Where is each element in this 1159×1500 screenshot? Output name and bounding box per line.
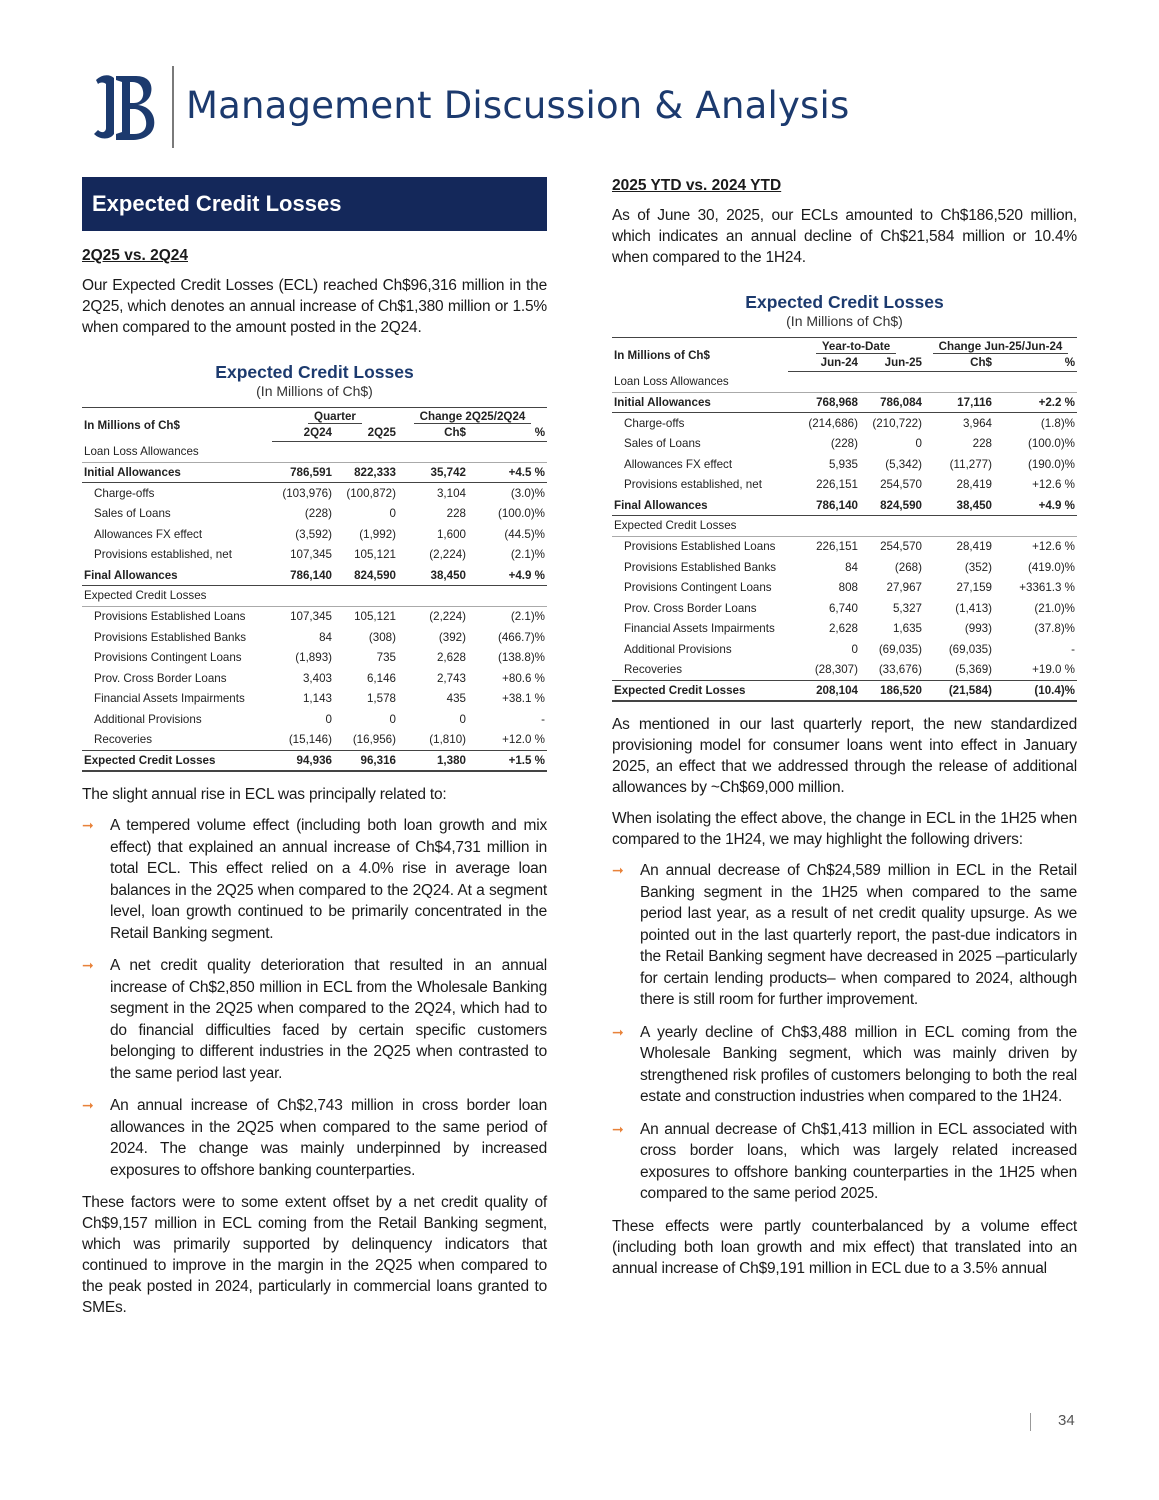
cell-value: 38,450 <box>398 565 468 586</box>
table-title: Expected Credit Losses <box>215 362 414 382</box>
page-title: Management Discussion & Analysis <box>186 84 850 127</box>
column-header: 2Q24 <box>272 425 334 442</box>
column-header: % <box>468 425 547 442</box>
row-label: Prov. Cross Border Loans <box>624 601 757 615</box>
cell-value: 822,333 <box>334 462 398 483</box>
row-label: Initial Allowances <box>82 462 272 483</box>
ecl-ytd-table <box>612 337 1077 702</box>
cell-value: (21,584) <box>924 680 994 701</box>
table-row <box>612 413 1077 434</box>
table-row <box>612 680 1077 701</box>
cell-value: +4.9 % <box>468 565 547 586</box>
table-row <box>82 462 547 483</box>
cell-value: 84 <box>319 630 332 644</box>
list-item: ➞ An annual decrease of Ch$24,589 million in ECL in the Retail Banking segment in the 1H25 when compared to the same period last year, as a result of net credit quality upsurge. As we pointed out in the last quarterly report, the past-due indicators in the Retail Banking segment have decreased in 2025 –particularly for certain lending products– when compared to 2024, although there is still room for further improvement. <box>612 862 1077 1008</box>
list-item: ➞ A net credit quality deterioration that resulted in an annual increase of Ch$2,850 million in ECL from the Wholesale Banking segment in the 2Q25 when compared to the 2Q24, which had to do financial difficulties faced by certain specific customers belonging to different industries in the 2Q25 when contrasted to the same period last year. <box>82 957 547 1082</box>
cell-value <box>398 442 468 463</box>
right-column <box>612 177 1077 1289</box>
cell-value: (268) <box>894 560 922 574</box>
cell-value: 107,345 <box>290 610 332 624</box>
cell-value: (103,976) <box>282 486 332 500</box>
cell-value: 254,570 <box>880 540 922 554</box>
cell-value: 28,419 <box>956 478 992 492</box>
cell-value: (228) <box>304 507 332 521</box>
table-row <box>82 565 547 586</box>
cell-value: (28,307) <box>814 663 858 677</box>
cell-value: +4.5 % <box>468 462 547 483</box>
cell-value <box>272 586 334 607</box>
table-row <box>612 598 1077 619</box>
section-subhead-ytd: 2025 YTD vs. 2024 YTD <box>612 177 782 194</box>
cell-value: (2.1)% <box>510 548 545 562</box>
intro-paragraph-2q: Our Expected Credit Losses (ECL) reached Ch$96,316 million in the 2Q25, which denotes an annual increase of Ch$1,380 million or 1.5% when compared to the amount posted in the 2Q24. <box>82 277 547 336</box>
cell-value: (419.0)% <box>1027 560 1075 574</box>
row-label: Allowances FX effect <box>94 527 203 541</box>
cell-value: 5,935 <box>828 457 858 471</box>
cell-value <box>272 442 334 463</box>
table-section-row <box>82 586 547 607</box>
table-corner-label: In Millions of Ch$ <box>612 338 788 372</box>
cell-value <box>994 372 1077 393</box>
cell-value: (10.4)% <box>994 680 1077 701</box>
table-section-row <box>82 442 547 463</box>
cell-value: (5,369) <box>955 663 992 677</box>
row-label: Charge-offs <box>94 486 155 500</box>
arrow-right-icon: ➞ <box>82 1097 94 1113</box>
table-row <box>82 647 547 668</box>
cell-value: +1.5 % <box>468 750 547 771</box>
cell-value: 27,159 <box>956 581 992 595</box>
table-row <box>612 639 1077 660</box>
cell-value: 186,520 <box>860 680 924 701</box>
intro-paragraph-ytd: As of June 30, 2025, our ECLs amounted to Ch$186,520 million, which indicates an annual decline of Ch$21,584 million or 10.4% when compared to the 1H24. <box>612 207 1077 266</box>
cell-value: 786,140 <box>788 495 860 516</box>
table-row <box>612 454 1077 475</box>
cell-value: (190.0)% <box>1027 457 1075 471</box>
column-header: Ch$ <box>398 425 468 442</box>
cell-value: (3,592) <box>295 527 332 541</box>
column-group-label: Year-to-Date <box>816 340 896 354</box>
table-row <box>612 660 1077 681</box>
arrow-right-icon: ➞ <box>612 1023 624 1040</box>
cell-value: 94,936 <box>272 750 334 771</box>
row-label: Final Allowances <box>612 495 788 516</box>
ecl-quarterly-table <box>82 407 547 772</box>
row-label: Additional Provisions <box>94 713 202 727</box>
row-label: Prov. Cross Border Loans <box>94 671 227 685</box>
cell-value: 786,591 <box>272 462 334 483</box>
cell-value: 1,578 <box>366 692 396 706</box>
cell-value: (2.1)% <box>510 610 545 624</box>
row-label: Financial Assets Impairments <box>94 692 245 706</box>
cell-value: +38.1 % <box>502 692 545 706</box>
row-label: Initial Allowances <box>612 392 788 413</box>
row-label: Loan Loss Allowances <box>612 372 788 393</box>
cell-value: (228) <box>830 437 858 451</box>
table-section-row <box>612 372 1077 393</box>
table-title: Expected Credit Losses <box>745 292 944 312</box>
row-label: Provisions Contingent Loans <box>624 581 772 595</box>
table-row <box>612 577 1077 598</box>
drivers-intro: When isolating the effect above, the change in ECL in the 1H25 when compared to the 1H24, we may highlight the following drivers: <box>612 810 1077 848</box>
cell-value: 226,151 <box>816 478 858 492</box>
cell-value: (69,035) <box>878 643 922 657</box>
cell-value: (993) <box>964 622 992 636</box>
column-group-label: Quarter <box>308 410 362 424</box>
row-label: Provisions Contingent Loans <box>94 651 242 665</box>
cell-value: - <box>1071 643 1075 657</box>
cell-value <box>924 372 994 393</box>
cell-value: 38,450 <box>924 495 994 516</box>
column-group-label: Change Jun-25/Jun-24 <box>933 340 1069 354</box>
table-row <box>82 544 547 565</box>
table-row <box>82 503 547 524</box>
cell-value: 96,316 <box>334 750 398 771</box>
cell-value: (1,893) <box>295 651 332 665</box>
table-corner-label: In Millions of Ch$ <box>82 408 272 442</box>
arrow-right-icon: ➞ <box>612 1120 624 1137</box>
cell-value: (3.0)% <box>510 486 545 500</box>
list-item: ➞ An annual increase of Ch$2,743 million in cross border loan allowances in the 2Q25 when compared to the same period of 2024. The change was mainly underpinned by increased exposures to offshore banking counterparties. <box>82 1097 547 1179</box>
section-banner: Expected Credit Losses <box>82 177 547 231</box>
cell-value: (44.5)% <box>504 527 545 541</box>
drivers-list <box>82 815 547 1181</box>
table-row <box>612 433 1077 454</box>
cell-value: 824,590 <box>334 565 398 586</box>
cell-value: (214,686) <box>808 416 858 430</box>
table-row <box>82 627 547 648</box>
arrow-right-icon: ➞ <box>82 957 94 973</box>
cell-value: +19.0 % <box>1032 663 1075 677</box>
cell-value: 84 <box>845 560 858 574</box>
cell-value: 824,590 <box>860 495 924 516</box>
row-label: Final Allowances <box>82 565 272 586</box>
cell-value: (100.0)% <box>1027 437 1075 451</box>
table-section-row <box>612 516 1077 537</box>
cell-value: 17,116 <box>924 392 994 413</box>
cell-value: (466.7)% <box>497 630 545 644</box>
row-label: Provisions Established Banks <box>624 560 777 574</box>
table-row <box>82 709 547 730</box>
table-body <box>82 442 547 772</box>
table-row <box>612 495 1077 516</box>
drivers-list <box>612 860 1077 1205</box>
cell-value: 786,084 <box>860 392 924 413</box>
row-label: Provisions established, net <box>624 478 762 492</box>
cell-value: 27,967 <box>886 581 922 595</box>
left-column <box>82 177 547 1328</box>
cell-value: 35,742 <box>398 462 468 483</box>
cell-value: 208,104 <box>788 680 860 701</box>
list-item: ➞ A tempered volume effect (including both loan growth and mix effect) that explained an annual increase of Ch$4,731 million in total ECL. This effect relied on a 4.0% rise in average loan balances in the 2Q25 when compared to the 2Q24. At a segment level, loan growth continued to be primarily concentrated in the Retail Banking segment. <box>82 817 547 942</box>
row-label: Expected Credit Losses <box>82 750 272 771</box>
cell-value <box>924 516 994 537</box>
closing-paragraph: These effects were partly counterbalanced by a volume effect (including both loan growth and mix effect) that translated into an annual increase of Ch$9,191 million in ECL due to a 3.5% annual <box>612 1217 1077 1277</box>
cell-value: 6,740 <box>828 601 858 615</box>
table-row <box>82 668 547 689</box>
cell-value <box>334 586 398 607</box>
cell-value: 5,327 <box>892 601 922 615</box>
cell-value: 105,121 <box>354 610 396 624</box>
row-label: Expected Credit Losses <box>82 586 272 607</box>
cell-value <box>398 586 468 607</box>
cell-value: 3,104 <box>436 486 466 500</box>
column-header: Jun-25 <box>860 355 924 372</box>
row-label: Provisions established, net <box>94 548 232 562</box>
cell-value: +12.0 % <box>502 733 545 747</box>
cell-value: 2,628 <box>828 622 858 636</box>
cell-value: (392) <box>438 630 466 644</box>
cell-value: 1,635 <box>892 622 922 636</box>
cell-value: (100,872) <box>346 486 396 500</box>
column-group-label: Change 2Q25/2Q24 <box>414 410 532 424</box>
table-row <box>82 689 547 710</box>
cell-value: 228 <box>446 507 466 521</box>
cell-value: (1.8)% <box>1040 416 1075 430</box>
cell-value: 107,345 <box>290 548 332 562</box>
cell-value: 6,146 <box>366 671 396 685</box>
header-divider <box>172 66 174 148</box>
cell-value <box>860 372 924 393</box>
cell-value <box>994 516 1077 537</box>
cell-value: (1,810) <box>429 733 466 747</box>
footer-divider <box>1030 1413 1031 1431</box>
cell-value: 3,403 <box>302 671 332 685</box>
cell-value: (33,676) <box>878 663 922 677</box>
drivers-intro: The slight annual rise in ECL was principally related to: <box>82 786 447 803</box>
cell-value: (352) <box>964 560 992 574</box>
cell-value: - <box>541 713 545 727</box>
cell-value: 1,143 <box>302 692 332 706</box>
cell-value: +80.6 % <box>502 671 545 685</box>
cell-value: (138.8)% <box>497 651 545 665</box>
cell-value: 254,570 <box>880 478 922 492</box>
section-subhead-2q: 2Q25 vs. 2Q24 <box>82 247 188 264</box>
row-label: Financial Assets Impairments <box>624 622 775 636</box>
row-label: Expected Credit Losses <box>612 516 788 537</box>
table-row <box>82 730 547 751</box>
cell-value <box>860 516 924 537</box>
cell-value: +4.9 % <box>994 495 1077 516</box>
cell-value: (100.0)% <box>497 507 545 521</box>
page-number: 34 <box>1058 1412 1075 1429</box>
row-label: Sales of Loans <box>94 507 171 521</box>
cell-value: (2,224) <box>429 610 466 624</box>
table-row <box>612 474 1077 495</box>
cell-value: 0 <box>915 437 922 451</box>
column-header: 2Q25 <box>334 425 398 442</box>
row-label: Provisions Established Loans <box>624 540 776 554</box>
cell-value: (69,035) <box>948 643 992 657</box>
cell-value: 3,964 <box>962 416 992 430</box>
cell-value: 2,743 <box>436 671 466 685</box>
table-row <box>612 619 1077 640</box>
table-row <box>82 606 547 627</box>
cell-value: 1,380 <box>398 750 468 771</box>
cell-value: 228 <box>972 437 992 451</box>
cell-value: +2.2 % <box>994 392 1077 413</box>
cell-value: (11,277) <box>949 457 992 471</box>
cell-value: (1,413) <box>955 601 992 615</box>
standardized-model-paragraph: As mentioned in our last quarterly report, the new standardized provisioning model for consumer loans went into effect in January 2025, an effect that we addressed through the release of additional allowances by ~Ch$69,000 million. <box>612 716 1077 796</box>
table-subtitle: (In Millions of Ch$) <box>256 383 373 399</box>
table-body <box>612 372 1077 702</box>
cell-value: +3361.3 % <box>1019 581 1075 595</box>
cell-value: (15,146) <box>288 733 332 747</box>
row-label: Allowances FX effect <box>624 457 733 471</box>
cell-value: 435 <box>446 692 466 706</box>
cell-value: 808 <box>838 581 858 595</box>
list-item: ➞ An annual decrease of Ch$1,413 million in ECL associated with cross border loans, which was largely related increased exposures to offshore banking counterparties in the 1H25 when compared to the same period 2025. <box>612 1120 1077 1202</box>
arrow-right-icon: ➞ <box>612 862 624 878</box>
table-row <box>612 557 1077 578</box>
closing-paragraph: These factors were to some extent offset by a net credit quality of Ch$9,157 million in ECL coming from the Retail Banking segment, which was primarily supported by delinquency indicators that continued to improve in the margin in the 2Q25 when compared to the peak posted in 2024, particularly in commercial loans granted to SMEs. <box>82 1194 547 1316</box>
cell-value: (210,722) <box>872 416 922 430</box>
row-label: Recoveries <box>624 663 682 677</box>
cell-value: 768,968 <box>788 392 860 413</box>
cell-value: 0 <box>459 713 466 727</box>
cell-value: 105,121 <box>354 548 396 562</box>
column-header: Ch$ <box>924 355 994 372</box>
cell-value <box>468 442 547 463</box>
cell-value: (5,342) <box>885 457 922 471</box>
cell-value: 2,628 <box>436 651 466 665</box>
table-row <box>612 536 1077 557</box>
cell-value: 28,419 <box>956 540 992 554</box>
cell-value: 735 <box>376 651 396 665</box>
table-subtitle: (In Millions of Ch$) <box>786 313 903 329</box>
cell-value: 0 <box>389 507 396 521</box>
bank-logo-icon <box>92 72 158 142</box>
cell-value: (37.8)% <box>1034 622 1075 636</box>
cell-value: (2,224) <box>429 548 466 562</box>
row-label: Recoveries <box>94 733 152 747</box>
cell-value: 226,151 <box>816 540 858 554</box>
table-row <box>82 524 547 545</box>
row-label: Charge-offs <box>624 416 685 430</box>
row-label: Loan Loss Allowances <box>82 442 272 463</box>
row-label: Expected Credit Losses <box>612 680 788 701</box>
cell-value: (1,992) <box>359 527 396 541</box>
cell-value <box>334 442 398 463</box>
cell-value: +12.6 % <box>1032 478 1075 492</box>
arrow-right-icon: ➞ <box>82 817 94 833</box>
cell-value <box>788 372 860 393</box>
cell-value: 0 <box>389 713 396 727</box>
row-label: Sales of Loans <box>624 437 701 451</box>
cell-value <box>468 586 547 607</box>
cell-value: +12.6 % <box>1032 540 1075 554</box>
cell-value: 786,140 <box>272 565 334 586</box>
row-label: Provisions Established Loans <box>94 610 246 624</box>
cell-value: (16,956) <box>352 733 396 747</box>
cell-value: 1,600 <box>436 527 466 541</box>
cell-value <box>788 516 860 537</box>
list-item: ➞ A yearly decline of Ch$3,488 million in ECL coming from the Wholesale Banking segment, which was mainly driven by strengthened risk profiles of customers belonging to both the real estate and construction industries when compared to the 1H24. <box>612 1023 1077 1105</box>
table-row <box>82 483 547 504</box>
column-header: % <box>994 355 1077 372</box>
cell-value: (21.0)% <box>1034 601 1075 615</box>
table-row <box>612 392 1077 413</box>
row-label: Provisions Established Banks <box>94 630 247 644</box>
cell-value: 0 <box>325 713 332 727</box>
column-header: Jun-24 <box>788 355 860 372</box>
cell-value: 0 <box>851 643 858 657</box>
cell-value: (308) <box>368 630 396 644</box>
table-row <box>82 750 547 771</box>
row-label: Additional Provisions <box>624 643 732 657</box>
